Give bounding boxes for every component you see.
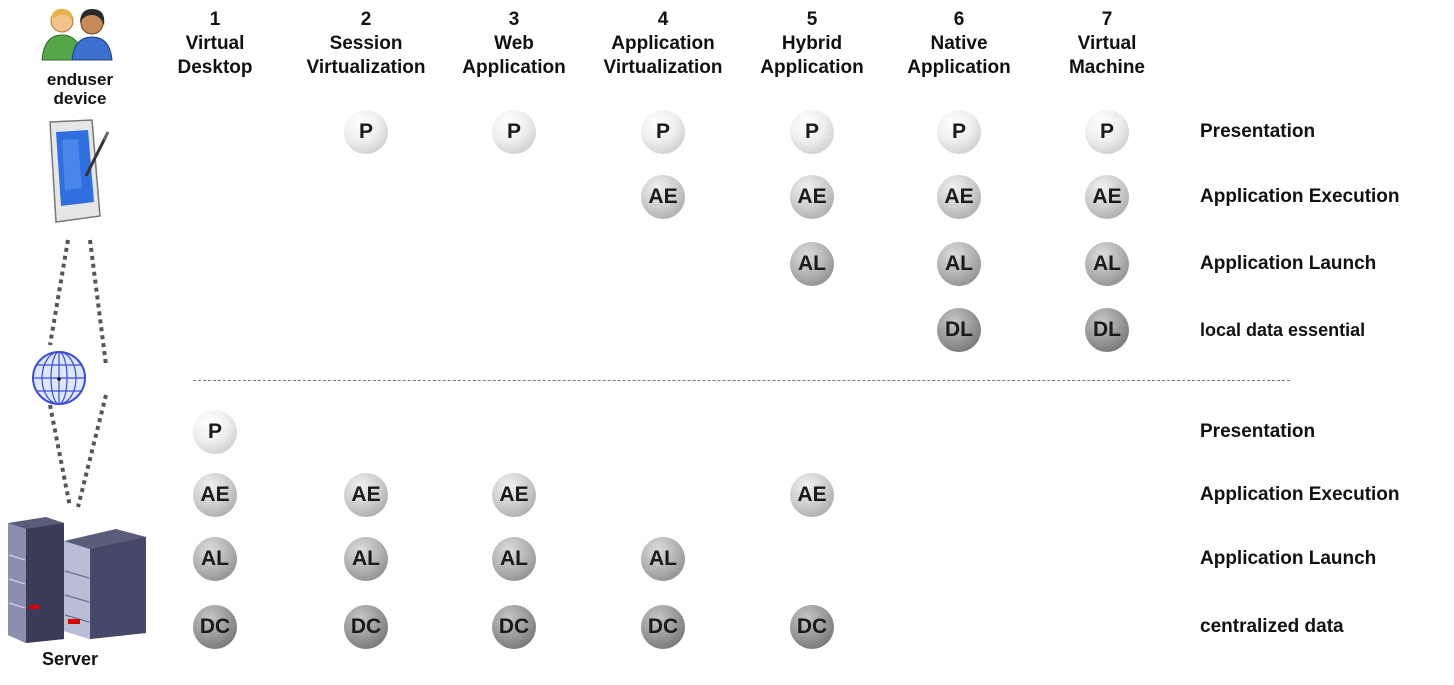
server-badge-al-col2: AL — [344, 537, 388, 581]
column-header-3 — [439, 8, 589, 80]
client-badge-al-col7: AL — [1085, 242, 1129, 286]
column-header-line2: Virtualization — [306, 57, 426, 78]
server-badge-ae-col1: AE — [193, 473, 237, 517]
server-row-label: Application Execution — [1200, 484, 1400, 505]
server-row-label: Application Launch — [1200, 548, 1377, 569]
server-badge-dc-col4: DC — [641, 605, 685, 649]
column-header-line1: Web — [494, 33, 534, 54]
client-badge-p-col4: P — [641, 110, 685, 154]
column-header-number: 4 — [657, 9, 669, 30]
column-header-line1: Hybrid — [781, 33, 843, 54]
server-icon — [6, 515, 152, 645]
column-header-number: 1 — [209, 9, 221, 30]
server-badge-p-col1: P — [193, 410, 237, 454]
server-label: Server — [41, 649, 99, 669]
column-header-line1: Native — [930, 33, 988, 54]
client-badge-p-col2: P — [344, 110, 388, 154]
client-badge-p-col3: P — [492, 110, 536, 154]
server-badge-al-col3: AL — [492, 537, 536, 581]
server-badge-dc-col2: DC — [344, 605, 388, 649]
column-header-number: 7 — [1101, 9, 1113, 30]
server-badge-al-col4: AL — [641, 537, 685, 581]
column-header-line1: Virtual — [1077, 33, 1137, 54]
column-header-line1: Virtual — [185, 33, 245, 54]
column-header-2 — [291, 8, 441, 80]
column-header-number: 3 — [508, 9, 520, 30]
server-badge-ae-col5: AE — [790, 473, 834, 517]
client-badge-dl-col7: DL — [1085, 308, 1129, 352]
server-badge-dc-col3: DC — [492, 605, 536, 649]
column-header-line2: Desktop — [177, 57, 253, 78]
server-badge-ae-col2: AE — [344, 473, 388, 517]
client-badge-al-col6: AL — [937, 242, 981, 286]
column-header-5 — [737, 8, 887, 80]
enduser-device-label — [40, 70, 120, 108]
server-badge-ae-col3: AE — [492, 473, 536, 517]
client-badge-p-col6: P — [937, 110, 981, 154]
client-badge-dl-col6: DL — [937, 308, 981, 352]
server-row-label: centralized data — [1200, 616, 1344, 637]
server-badge-dc-col5: DC — [790, 605, 834, 649]
client-badge-ae-col5: AE — [790, 175, 834, 219]
client-row-label: Presentation — [1200, 121, 1316, 142]
column-header-number: 2 — [360, 9, 372, 30]
client-badge-ae-col6: AE — [937, 175, 981, 219]
column-header-line2: Machine — [1068, 57, 1146, 78]
client-badge-p-col7: P — [1085, 110, 1129, 154]
column-header-line2: Application — [760, 57, 864, 78]
client-server-divider — [193, 380, 1290, 381]
column-header-line2: Virtualization — [603, 57, 723, 78]
server-badge-dc-col1: DC — [193, 605, 237, 649]
client-row-label: Application Launch — [1200, 253, 1377, 274]
column-header-6 — [884, 8, 1034, 80]
client-row-label: local data essential — [1200, 320, 1366, 340]
column-header-4 — [588, 8, 738, 80]
enduser-line1: enduser — [46, 70, 114, 89]
globe-icon — [31, 350, 87, 406]
server-badge-al-col1: AL — [193, 537, 237, 581]
column-header-line1: Session — [329, 33, 403, 54]
client-badge-ae-col4: AE — [641, 175, 685, 219]
client-row-label: Application Execution — [1200, 186, 1400, 207]
column-header-line1: Application — [611, 33, 715, 54]
server-row-label: Presentation — [1200, 421, 1316, 442]
tablet-icon — [42, 118, 112, 224]
column-header-7 — [1032, 8, 1182, 80]
column-header-number: 6 — [953, 9, 965, 30]
enduser-line2: device — [53, 89, 107, 108]
column-header-1 — [140, 8, 290, 80]
column-header-line2: Application — [907, 57, 1011, 78]
column-header-line2: Application — [462, 57, 566, 78]
client-badge-p-col5: P — [790, 110, 834, 154]
client-badge-ae-col7: AE — [1085, 175, 1129, 219]
users-icon — [40, 5, 116, 61]
client-badge-al-col5: AL — [790, 242, 834, 286]
column-header-number: 5 — [806, 9, 818, 30]
